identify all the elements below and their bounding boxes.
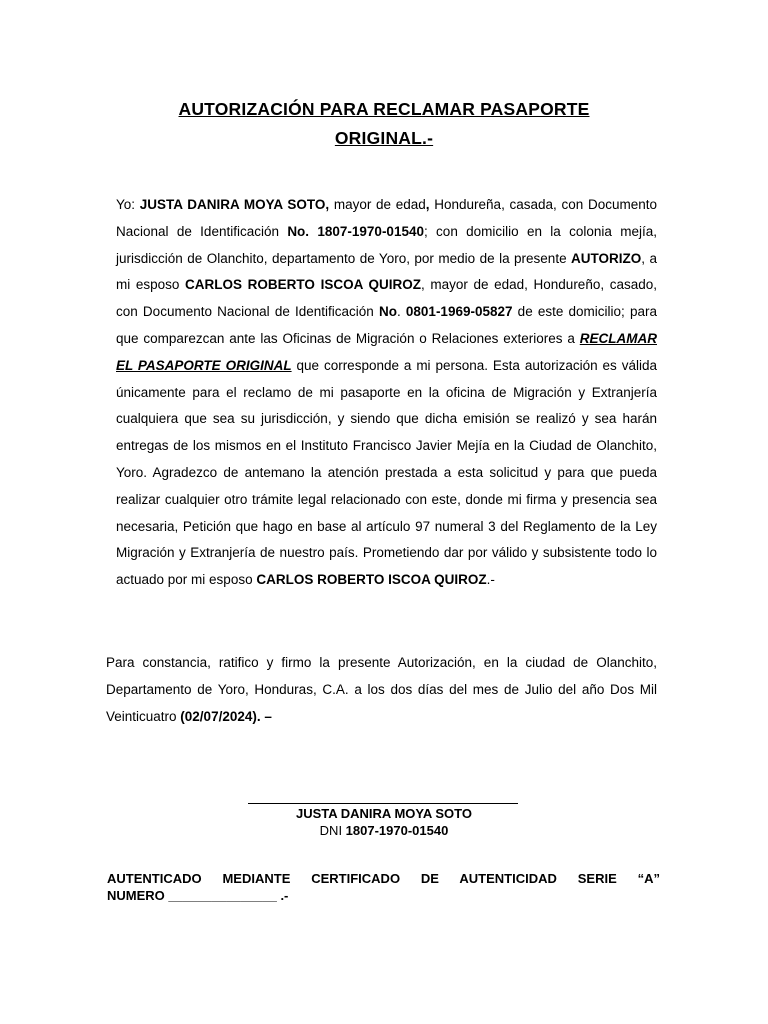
body-comma: , bbox=[425, 197, 430, 212]
closing-text: Para constancia, ratifico y firmo la presente Autorización, en la ciudad de Olanchito, Departamento de Yoro, Honduras, C.A. a los dos días del mes de Julio del año Dos Mil Veinticuatro bbox=[106, 655, 657, 724]
body-text-7: , mayor de edad, Hondureño, casado, con Documento Nacional de Identificación bbox=[116, 277, 657, 320]
signer-name: JUSTA DANIRA MOYA SOTO bbox=[295, 806, 472, 821]
body-text-11: .- bbox=[486, 572, 495, 588]
grantor-id: No. 1807-1970-01540 bbox=[287, 223, 424, 239]
body-text-8: . bbox=[396, 304, 406, 320]
reclamar-pasaporte-phrase: RECLAMAR EL PASAPORTE ORIGINAL bbox=[116, 330, 657, 373]
authorization-body bbox=[116, 192, 657, 594]
dni-number: 1807-1970-01540 bbox=[345, 823, 449, 838]
dni-label: DNI bbox=[319, 823, 346, 838]
body-text-10: que corresponde a mi persona. Esta autorización es válida únicamente para el reclamo de mi pasaporte en la oficina de Migración y Extranjería cualquiera que sea su jurisdicción, y siendo que dicha emisión se realizó y sea harán entregas de los mismos en el Instituto Francisco Javier Mejía en la Ciudad de Olanchito, Yoro. Agradezco de antemano la atención prestada a esta solicitud y para que pueda realizar cualquier otro trámite legal relacionado con este, donde mi firma y presencia sea necesaria, Petición que hago en base al artículo 97 numeral 3 del Reglamento de la Ley Migración y Extranjería de nuestro país. Prometiendo dar por válido y subsistente todo lo actuado por mi esposo bbox=[116, 357, 657, 588]
signature-line bbox=[248, 803, 518, 804]
husband-name-2: CARLOS ROBERTO ISCOA QUIROZ bbox=[256, 572, 487, 588]
closing-paragraph bbox=[106, 650, 657, 730]
title-line-1: AUTORIZACIÓN PARA RECLAMAR PASAPORTE bbox=[178, 99, 590, 119]
body-text-1: Yo: bbox=[116, 197, 140, 212]
document-title bbox=[110, 95, 658, 153]
title-line-2: ORIGINAL.- bbox=[334, 128, 434, 148]
body-text-2: mayor de edad bbox=[329, 197, 426, 212]
authentication-line-2: NUMERO _______________ .- bbox=[107, 888, 289, 903]
grantor-name: JUSTA DANIRA MOYA SOTO, bbox=[139, 197, 330, 212]
signer-dni bbox=[200, 823, 568, 839]
autorizo-word: AUTORIZO bbox=[571, 250, 642, 266]
husband-name: CARLOS ROBERTO ISCOA QUIROZ bbox=[185, 277, 421, 293]
no-label: No bbox=[378, 304, 397, 320]
husband-id: 0801-1969-05827 bbox=[405, 304, 513, 320]
body-text-4: Hondureña, casada, con Documento Nacional de Identificación bbox=[116, 197, 658, 239]
body-text-6: , a mi esposo bbox=[116, 250, 657, 293]
body-text-5: ; con domicilio en la colonia mejía, jurisdicción de Olanchito, departamento de Yoro, por medio de la presente bbox=[116, 223, 658, 266]
body-text-9: de este domicilio; para que comparezcan ante las Oficinas de Migración o Relaciones exteriores a bbox=[116, 304, 657, 346]
closing-date: (02/07/2024). – bbox=[180, 708, 272, 724]
authentication-line-1: AUTENTICADO MEDIANTE CERTIFICADO DE AUTENTICIDAD SERIE “A” bbox=[107, 871, 660, 886]
